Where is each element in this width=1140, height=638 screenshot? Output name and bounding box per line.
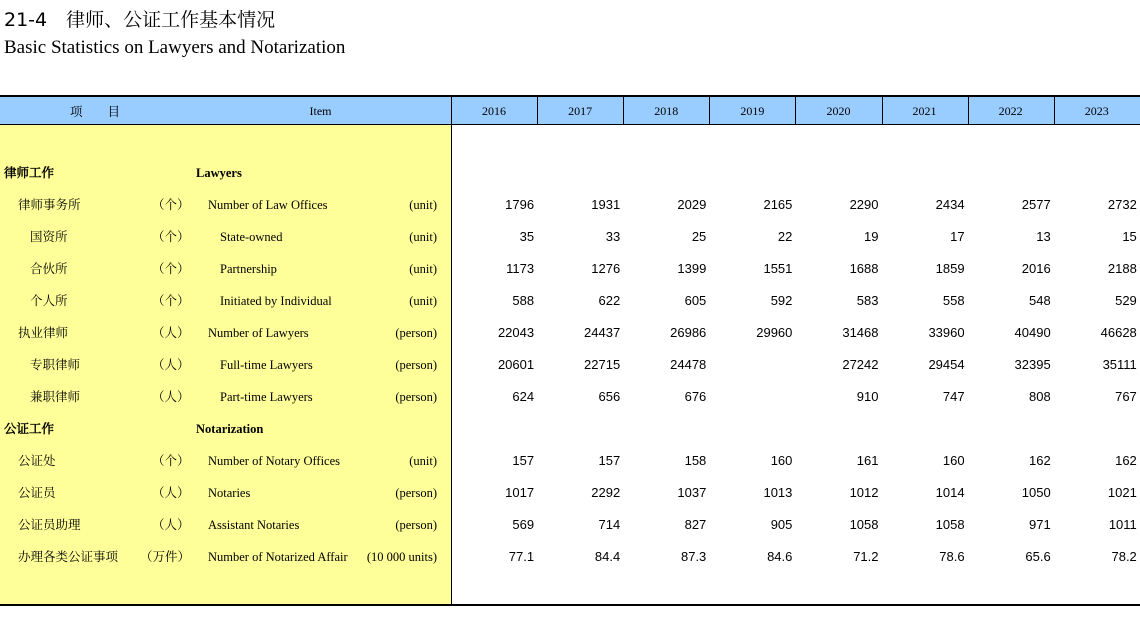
value-cell-2019: 84.6 (767, 549, 793, 564)
row-label-english: Number of Lawyers (208, 326, 309, 340)
value-cell-2021: 1058 (935, 517, 965, 532)
row-label-english: Assistant Notaries (208, 518, 300, 532)
value-cell-2016: 1173 (506, 261, 535, 276)
value-cell-2020: 2290 (849, 197, 879, 212)
value-cell-2019: 1551 (763, 261, 793, 276)
value-cell-2016: 624 (512, 389, 535, 404)
header-year-2021: 2021 (912, 104, 937, 118)
value-cell-2018: 676 (684, 389, 707, 404)
row-label-chinese: 国资所 (30, 229, 68, 244)
value-cell-2023: 46628 (1100, 325, 1137, 340)
table-bottom-rule (0, 604, 1140, 606)
value-cell-2017: 714 (598, 517, 621, 532)
row-unit-chinese: （人） (152, 389, 190, 404)
value-cell-2017: 84.4 (594, 549, 621, 564)
value-cell-2018: 1399 (677, 261, 707, 276)
value-cell-2021: 160 (942, 453, 965, 468)
header-year-2022: 2022 (998, 104, 1023, 118)
value-cell-2022: 808 (1028, 389, 1051, 404)
value-cell-2020: 1688 (849, 261, 879, 276)
row-unit-chinese: （万件） (140, 549, 191, 564)
value-cell-2016: 22043 (497, 325, 535, 340)
value-cell-2017: 622 (598, 293, 621, 308)
row-unit-chinese: （个） (152, 293, 190, 308)
value-cell-2016: 588 (512, 293, 535, 308)
table-row (0, 323, 1140, 343)
value-cell-2018: 24478 (670, 357, 707, 372)
table-row (0, 451, 1140, 471)
row-unit-english: (person) (395, 518, 437, 532)
header-year-divider (795, 97, 796, 124)
row-unit-english: (unit) (409, 294, 437, 308)
value-cell-2018: 2029 (677, 197, 707, 212)
table-row (0, 483, 1140, 503)
row-label-chinese: 个人所 (30, 293, 68, 308)
row-label-english: Part-time Lawyers (220, 390, 313, 404)
value-cell-2018: 26986 (670, 325, 707, 340)
row-unit-english: (10 000 units) (366, 550, 437, 564)
value-cell-2020: 1058 (849, 517, 879, 532)
header-year-divider (882, 97, 883, 124)
row-label-english: Lawyers (196, 166, 242, 180)
header-year-2016: 2016 (482, 104, 507, 118)
value-cell-2017: 1931 (591, 197, 621, 212)
row-label-chinese: 办理各类公证事项 (18, 549, 119, 564)
value-cell-2016: 77.1 (508, 549, 535, 564)
value-cell-2021: 33960 (928, 325, 965, 340)
value-cell-2023: 15 (1122, 229, 1137, 244)
row-label-chinese: 合伙所 (30, 261, 68, 276)
value-cell-2021: 1014 (935, 485, 965, 500)
value-cell-2021: 17 (950, 229, 965, 244)
header-year-2017: 2017 (568, 104, 593, 118)
value-cell-2021: 747 (942, 389, 965, 404)
row-unit-english: (person) (395, 390, 437, 404)
value-cell-2022: 32395 (1014, 357, 1051, 372)
table-row (0, 387, 1140, 407)
row-label-english: Notarization (196, 422, 264, 436)
row-label-chinese: 律师事务所 (18, 197, 81, 212)
value-cell-2016: 1796 (505, 197, 535, 212)
table-row (0, 515, 1140, 535)
row-label-english: Notaries (208, 486, 251, 500)
value-cell-2020: 910 (856, 389, 879, 404)
value-cell-2023: 767 (1115, 389, 1137, 404)
row-unit-english: (unit) (409, 230, 437, 244)
value-cell-2016: 1017 (505, 485, 535, 500)
value-cell-2018: 87.3 (680, 549, 707, 564)
value-cell-2020: 31468 (842, 325, 879, 340)
row-unit-english: (unit) (409, 198, 437, 212)
value-cell-2019: 592 (770, 293, 793, 308)
row-label-chinese: 公证处 (18, 453, 56, 468)
header-year-2020: 2020 (826, 104, 851, 118)
value-cell-2022: 548 (1028, 293, 1051, 308)
row-unit-english: (person) (395, 326, 437, 340)
value-cell-2017: 157 (598, 453, 621, 468)
value-cell-2022: 40490 (1014, 325, 1051, 340)
header-year-divider (623, 97, 624, 124)
row-unit-chinese: （个） (152, 197, 190, 212)
value-cell-2018: 827 (684, 517, 707, 532)
value-cell-2021: 2434 (935, 197, 965, 212)
value-cell-2023: 529 (1115, 293, 1137, 308)
row-label-chinese: 专职律师 (30, 357, 81, 372)
value-cell-2019: 905 (770, 517, 793, 532)
value-cell-2017: 1276 (591, 261, 621, 276)
value-cell-2022: 65.6 (1025, 549, 1051, 564)
value-cell-2022: 2016 (1021, 261, 1051, 276)
value-cell-2016: 157 (512, 453, 535, 468)
header-year-divider (1054, 97, 1055, 124)
row-label-english: Full-time Lawyers (220, 358, 313, 372)
value-cell-2019: 29960 (756, 325, 793, 340)
row-unit-english: (person) (395, 358, 437, 372)
row-label-chinese: 公证工作 (4, 421, 55, 436)
header-item-chinese: 项 目 (69, 104, 120, 119)
row-label-english: Initiated by Individual (220, 294, 332, 308)
row-unit-english: (person) (395, 486, 437, 500)
value-cell-2023: 162 (1115, 453, 1137, 468)
table-title-chinese: 21-4 律师、公证工作基本情况 (4, 9, 276, 31)
header-year-2019: 2019 (740, 104, 765, 118)
value-cell-2020: 71.2 (853, 549, 879, 564)
value-cell-2023: 1011 (1108, 517, 1137, 532)
table-row (0, 355, 1140, 375)
value-cell-2022: 1050 (1021, 485, 1051, 500)
value-cell-2021: 78.6 (939, 549, 965, 564)
row-label-english: Number of Notary Offices (208, 454, 341, 468)
header-year-divider (537, 97, 538, 124)
row-label-chinese: 律师工作 (4, 165, 55, 180)
value-cell-2023: 1021 (1107, 485, 1137, 500)
row-unit-english: (unit) (409, 262, 437, 276)
table-title-english: Basic Statistics on Lawyers and Notarization (4, 37, 346, 58)
section-row (0, 419, 1140, 439)
row-label-chinese: 公证员 (18, 485, 56, 500)
value-cell-2018: 1037 (677, 485, 707, 500)
value-cell-2023: 2732 (1107, 197, 1137, 212)
value-cell-2021: 558 (942, 293, 965, 308)
value-cell-2022: 971 (1028, 517, 1051, 532)
row-label-english: Partnership (220, 262, 277, 276)
header-divider (0, 124, 1140, 125)
header-year-divider (968, 97, 969, 124)
value-cell-2020: 19 (864, 229, 879, 244)
value-cell-2019: 160 (770, 453, 793, 468)
header-year-2018: 2018 (654, 104, 679, 118)
section-row (0, 163, 1140, 183)
value-cell-2016: 20601 (497, 357, 535, 372)
value-cell-2018: 25 (691, 229, 707, 244)
value-cell-2021: 1859 (935, 261, 965, 276)
value-cell-2020: 27242 (842, 357, 879, 372)
row-label-chinese: 兼职律师 (30, 389, 81, 404)
table-row (0, 195, 1140, 215)
value-cell-2017: 2292 (591, 485, 621, 500)
value-cell-2021: 29454 (928, 357, 965, 372)
row-label-english: Number of Notarized Affair (208, 550, 348, 564)
value-cell-2016: 569 (512, 517, 535, 532)
value-cell-2022: 162 (1028, 453, 1051, 468)
row-unit-chinese: （人） (152, 517, 190, 532)
value-cell-2022: 2577 (1021, 197, 1051, 212)
value-cell-2018: 605 (684, 293, 707, 308)
row-label-chinese: 公证员助理 (18, 517, 81, 532)
row-label-chinese: 执业律师 (18, 325, 69, 340)
value-cell-2017: 33 (605, 229, 621, 244)
value-cell-2017: 656 (598, 389, 621, 404)
header-item-english: Item (309, 104, 332, 118)
value-cell-2018: 158 (684, 453, 707, 468)
row-label-english: State-owned (220, 230, 283, 244)
value-cell-2016: 35 (519, 229, 535, 244)
value-cell-2019: 22 (777, 229, 793, 244)
value-cell-2019: 2165 (763, 197, 793, 212)
value-cell-2023: 35111 (1102, 357, 1137, 372)
statistics-table (0, 95, 1140, 607)
value-cell-2020: 583 (856, 293, 879, 308)
row-unit-english: (unit) (409, 454, 437, 468)
value-cell-2020: 161 (856, 453, 879, 468)
table-row (0, 291, 1140, 311)
row-unit-chinese: （人） (152, 325, 190, 340)
value-cell-2022: 13 (1036, 229, 1051, 244)
header-year-divider (709, 97, 710, 124)
row-unit-chinese: （人） (152, 357, 190, 372)
table-row (0, 547, 1140, 567)
value-cell-2017: 22715 (584, 357, 621, 372)
row-unit-chinese: （人） (152, 485, 190, 500)
row-unit-chinese: （个） (152, 453, 190, 468)
table-row (0, 227, 1140, 247)
value-cell-2023: 78.2 (1111, 549, 1137, 564)
table-row (0, 259, 1140, 279)
value-cell-2019: 1013 (763, 485, 793, 500)
value-cell-2023: 2188 (1107, 261, 1137, 276)
value-cell-2017: 24437 (584, 325, 621, 340)
header-year-2023: 2023 (1084, 104, 1109, 118)
row-unit-chinese: （个） (152, 229, 190, 244)
row-unit-chinese: （个） (152, 261, 190, 276)
row-label-english: Number of Law Offices (208, 198, 328, 212)
value-cell-2020: 1012 (849, 485, 879, 500)
